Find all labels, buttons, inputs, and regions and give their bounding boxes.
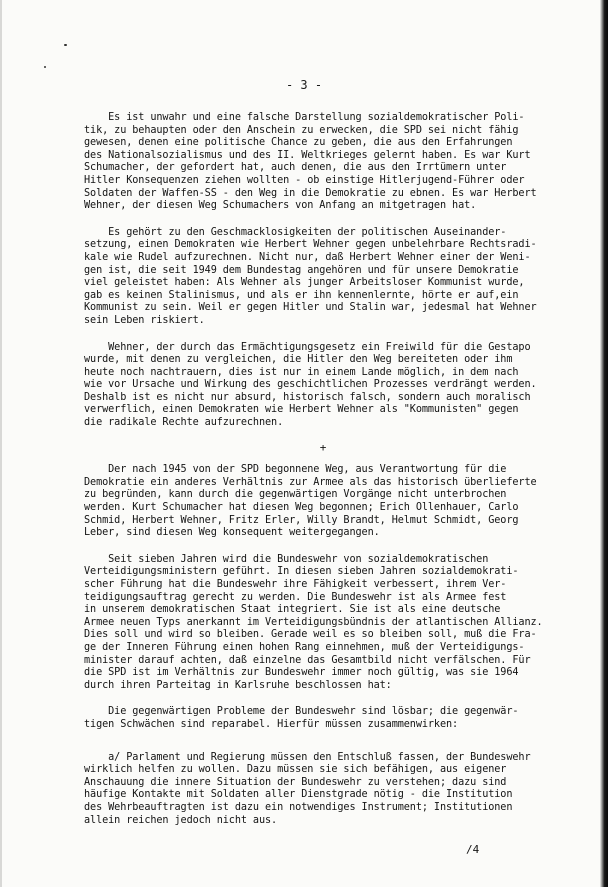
text-line: setzung, einen Demokraten wie Herbert Wehner gegen unbelehrbare Rechtsradi- (84, 239, 537, 251)
scan-edge-right (600, 0, 608, 887)
text-line: Verteidigungsministern geführt. In diesen sieben Jahren sozialdemokrati- (84, 566, 519, 578)
text-line: gen ist, die seit 1949 dem Bundestag angehören und für unsere Demokratie (84, 264, 519, 276)
text-line: a/ Parlament und Regierung müssen den Entschluß fassen, der Bundeswehr (84, 751, 531, 763)
text-line: Wehner, der diesen Weg Schumachers von Anfang an mitgetragen hat. (84, 200, 477, 212)
text-line: Wehner, der durch das Ermächtigungsgesetz ein Freiwild für die Gestapo (84, 341, 531, 353)
text-line: Leber, sind diesen Weg konsequent weitergegangen. (84, 527, 380, 539)
page-number: - 3 - (285, 78, 323, 92)
text-line: kale wie Rudel aufzurechnen. Nicht nur, daß Herbert Wehner einer der Weni- (84, 251, 531, 263)
text-line: Anschauung die innere Situation der Bundeswehr zu verstehen; dazu sind (84, 776, 507, 788)
text-line: sein Leben riskiert. (84, 314, 205, 326)
text-line: Schumacher, der gefordert hat, auch denen, die aus den Irrtümern unter (84, 162, 507, 174)
text-line: Demokratie ein anderes Verhältnis zur Armee als das historisch überlieferte (84, 476, 537, 488)
text-line: zu begründen, kann durch die gegenwärtigen Vorgänge nicht unterbrochen (84, 489, 507, 501)
text-line: wie vor Ursache und Wirkung des geschichtlichen Prozesses verdrängt werden. (84, 379, 537, 391)
text-line: werden. Kurt Schumacher hat diesen Weg begonnen; Erich Ollenhauer, Carlo (84, 502, 519, 514)
text-line: des Wehrbeauftragten ist dazu ein notwendiges Instrument; Institutionen (84, 801, 513, 813)
text-line: tigen Schwächen sind reparabel. Hierfür müssen zusammenwirken: (84, 718, 459, 730)
text-line: ge der Inneren Führung einen hohen Rang einnehmen, muß der Verteidigungs- (84, 641, 525, 653)
text-line: scher Führung hat die Bundeswehr ihre Fähigkeit verbessert, ihrem Ver- (84, 579, 507, 590)
paragraph (84, 706, 562, 731)
text-line: Deshalb ist es nicht nur absurd, historisch falsch, sondern auch moralisch (84, 391, 531, 403)
body-text (84, 112, 562, 841)
text-line: Es gehört zu den Geschmacklosigkeiten der politischen Auseinander- (84, 226, 507, 238)
paragraph (84, 554, 562, 693)
scan-speck (64, 44, 67, 46)
text-line: allein reichen jedoch nicht aus. (84, 814, 278, 826)
text-line: Schmid, Herbert Wehner, Fritz Erler, Willy Brandt, Helmut Schmidt, Georg (84, 514, 519, 526)
text-line: Kommunist zu sein. Weil er gegen Hitler und Stalin war, jedesmal hat Wehner (84, 302, 537, 314)
scan-speck (44, 66, 46, 68)
text-line: Die gegenwärtigen Probleme der Bundeswehr sind lösbar; die gegenwär- (84, 706, 519, 718)
text-line: gab es keinen Stalinismus, und als er ihn kennenlernte, hörte er auf,ein (84, 289, 519, 301)
text-line: teidigungsauftrag gerecht zu werden. Die Bundeswehr ist als Armee fest (84, 591, 507, 603)
text-line: verwerflich, einen Demokraten wie Herbert Wehner als "Kommunisten" gegen (84, 404, 519, 416)
text-line: tik, zu behaupten oder den Anschein zu erwecken, die SPD sei nicht fähig (84, 124, 519, 136)
text-line: heute noch nachtrauern, dies ist nur in einem Lande möglich, in dem nach (84, 366, 519, 378)
paragraph (84, 464, 562, 540)
continuation-marker: /4 (466, 843, 480, 856)
text-line: des Nationalsozialismus und des II. Weltkrieges gelernt haben. Es war Kurt (84, 149, 531, 161)
text-line: wurde, mit denen zu vergleichen, die Hitler den Weg bereiteten oder ihm (84, 354, 513, 366)
text-line: viel geleistet haben: Als Wehner als junger Arbeitsloser Kommunist wurde, (84, 277, 525, 289)
paragraph (84, 227, 562, 328)
text-line: häufige Kontakte mit Soldaten aller Dienstgrade nötig - die Institution (84, 789, 513, 801)
text-line: Seit sieben Jahren wird die Bundeswehr von sozialdemokratischen (84, 553, 489, 565)
text-line: gewesen, denen eine politische Chance zu geben, die aus den Erfahrungen (84, 137, 513, 149)
paragraph (84, 752, 562, 828)
text-line: minister darauf achten, daß einzelne das Gesamtbild nicht verfälschen. Für (84, 654, 531, 666)
paragraph (84, 342, 562, 430)
text-line: durch ihren Parteitag in Karlsruhe beschlossen hat: (84, 679, 392, 691)
section-separator: + (319, 440, 327, 454)
paragraph (84, 112, 562, 213)
text-line: Dies soll und wird so bleiben. Gerade weil es so bleiben soll, muß die Fra- (84, 629, 537, 641)
text-line: die radikale Rechte aufzurechnen. (84, 417, 284, 429)
text-line: Armee neuen Typs anerkannt im Verteidigungsbündnis der atlantischen Allianz. (84, 616, 543, 628)
text-line: die SPD ist im Verhältnis zur Bundeswehr immer noch gültig, was sie 1964 (84, 667, 519, 679)
text-line: Hitler Konsequenzen ziehen wollten - ob einstige Hitlerjugend-Führer oder (84, 174, 525, 186)
scan-edge-left (0, 0, 2, 887)
text-line: in unserem demokratischen Staat integriert. Sie ist als eine deutsche (84, 604, 501, 616)
text-line: Es ist unwahr und eine falsche Darstellung sozialdemokratischer Poli- (84, 112, 525, 123)
text-line: Soldaten der Waffen-SS - den Weg in die Demokratie zu ebnen. Es war Herbert (84, 187, 537, 199)
text-line: wirklich helfen zu wollen. Dazu müssen sie sich befähigen, aus eigener (84, 764, 507, 776)
text-line: Der nach 1945 von der SPD begonnene Weg, aus Verantwortung für die (84, 464, 507, 476)
